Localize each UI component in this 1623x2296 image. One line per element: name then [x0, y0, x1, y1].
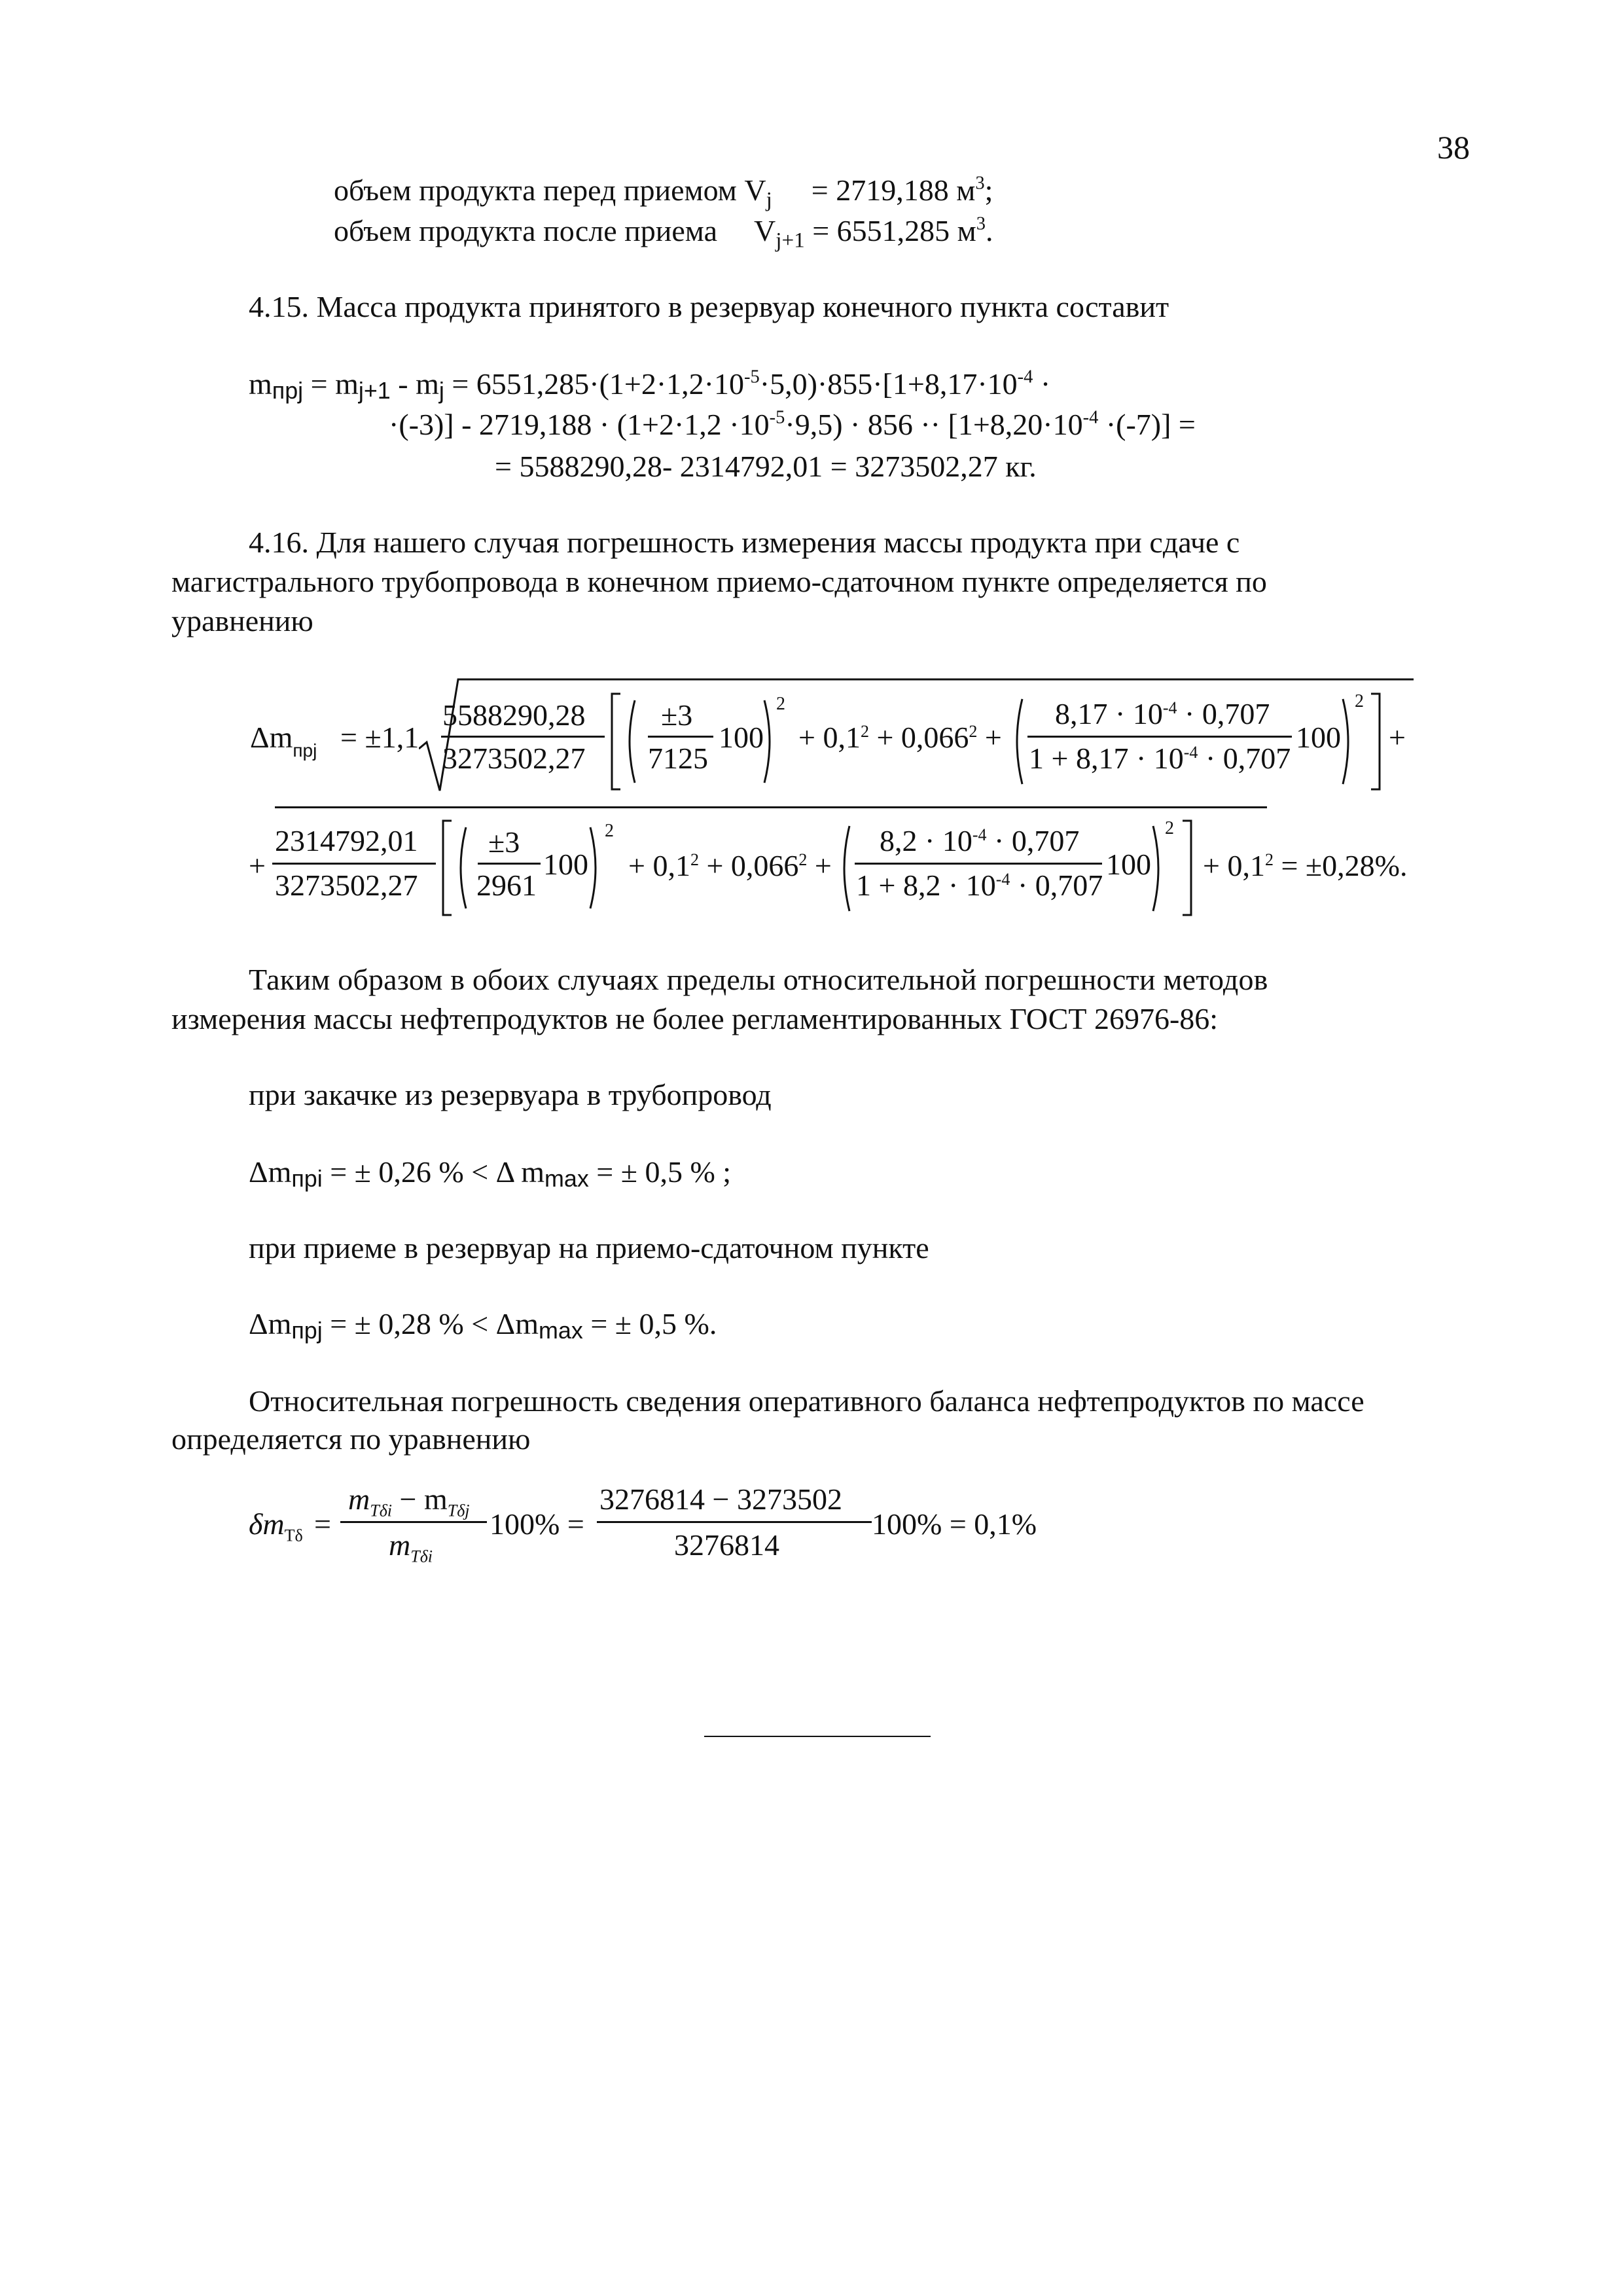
case1-b: = ± 0,26 % < Δ m: [322, 1155, 545, 1189]
volume-before-sub: j: [766, 187, 772, 212]
frac-pm3-2-bar: [478, 863, 541, 865]
sq-2: 2: [1355, 691, 1364, 711]
formula-tail-sq: 2: [1264, 850, 1274, 869]
num-82-b: · 0,707: [986, 824, 1080, 857]
balance-den2: 3276814: [674, 1528, 779, 1562]
section-415-line2: [389, 407, 1196, 441]
case2-formula: [249, 1307, 717, 1344]
formula-lhs: [250, 721, 317, 761]
case2-a: Δm: [249, 1307, 292, 1340]
case1-a: Δm: [249, 1155, 292, 1189]
hundred-1: 100: [719, 721, 764, 754]
section-416-line3: уравнению: [171, 604, 313, 637]
case1-c: = ± 0,5 % ;: [588, 1155, 732, 1189]
balance-frac2-bar: [597, 1521, 872, 1523]
balance-line1: Относительная погрешность сведения оперативного баланса нефтепродуктов по массе: [249, 1384, 1364, 1418]
sq-1: 2: [776, 694, 785, 714]
den-817-exp: -4: [1183, 742, 1198, 762]
paren-open-3: [455, 826, 467, 910]
formula-coef: = ±1,1: [340, 721, 419, 754]
hundred-4: 100: [1106, 848, 1151, 881]
den-82-exp: -4: [995, 869, 1010, 889]
volume-after-value: = 6551,285 м: [812, 214, 976, 247]
bracket-open-1: [610, 692, 623, 791]
mass-line2-b: ·9,5) · 856 ·· [1+8,20·10: [785, 408, 1083, 441]
balance-den-sub: Tδi: [410, 1547, 433, 1566]
num-82: [880, 826, 1079, 856]
mass-exp-1: -5: [744, 367, 760, 387]
formula-row-separator: [275, 806, 1267, 808]
volume-after-sub: j+1: [776, 228, 805, 253]
num-817-text: 8,17 · 10: [1055, 697, 1163, 730]
frac-817-bar: [1027, 736, 1292, 738]
conclusion-line1: Таким образом в обоих случаях пределы относительной погрешности методов: [249, 963, 1268, 996]
section-415-line1: [249, 367, 1051, 404]
plus-01-2-text: + 0,1: [628, 849, 690, 882]
conclusion-line2: измерения массы нефтепродуктов не более регламентированных ГОСТ 26976-86:: [171, 1002, 1219, 1035]
pm3-2: ±3: [488, 825, 520, 859]
plus-01-2-sq: 2: [690, 850, 699, 869]
plus-066-2-sq: 2: [798, 850, 808, 869]
den-2961: 2961: [476, 869, 537, 902]
pm3-1: ±3: [661, 698, 693, 732]
case2-sub: прj: [291, 1318, 323, 1344]
den-82-b: · 0,707: [1010, 869, 1103, 902]
frac1-bar: [441, 736, 605, 738]
volume-after-line: [334, 213, 993, 253]
formula-result: = ±0,28%.: [1273, 849, 1408, 882]
formula-tail-text: + 0,1: [1203, 849, 1265, 882]
case1-sub: прi: [291, 1166, 323, 1193]
plus-1: +: [984, 721, 1002, 754]
den-82-text: 1 + 8,2 · 10: [856, 869, 996, 902]
formula-lhs-symbol: Δm: [250, 721, 293, 754]
section-416-line1: 4.16. Для нашего случая погрешность измерения массы продукта при сдаче с: [249, 526, 1240, 559]
mass-minus-m: - m: [390, 367, 439, 401]
case1-label: при закачке из резервуара в трубопровод: [249, 1078, 772, 1111]
den-817-b: · 0,707: [1198, 742, 1291, 775]
balance-num2: 3276814 − 3273502: [599, 1482, 842, 1516]
balance-pct-1: 100% =: [490, 1507, 584, 1541]
plus-01-1-text: + 0,1: [798, 721, 861, 754]
hundred-3: 100: [543, 848, 588, 881]
mass-line2-exp5: -5: [769, 407, 785, 428]
section-416-line2: магистрального трубопровода в конечном приемо-сдаточном пункте определяется по: [171, 565, 1267, 598]
mass-eq-m: = m: [310, 367, 359, 401]
balance-lhs-sub: Tδ: [284, 1526, 303, 1545]
mass-sub-j1: j+1: [358, 378, 391, 404]
den-817: [1029, 744, 1291, 774]
paren-open-2: [1012, 698, 1024, 785]
plus-row2: +: [249, 849, 266, 882]
volume-after-label: объем продукта после приема: [334, 214, 718, 247]
hundred-2: 100: [1296, 721, 1341, 754]
mass-expr-1: = 6551,285·(1+2·1,2·10: [444, 367, 745, 401]
volume-before-label: объем продукта перед приемом V: [334, 173, 766, 207]
paren-close-4: [1152, 825, 1164, 912]
case2-b: = ± 0,28 % < Δm: [322, 1307, 539, 1340]
formula-tail: [1203, 851, 1407, 881]
mass-expr-2: ·5,0)·855·[1+8,17·10: [759, 367, 1018, 401]
frac1-den: 3273502,27: [442, 742, 586, 775]
case1-sub2: max: [544, 1166, 589, 1193]
volume-after-exp: 3: [976, 213, 986, 234]
plus-066-1-text: + 0,066: [876, 721, 969, 754]
plus-066-2-text: + 0,066: [706, 849, 799, 882]
mass-sub-j: j: [438, 378, 444, 404]
num-817-exp: -4: [1162, 698, 1177, 717]
frac1-num: 5588290,28: [442, 698, 586, 732]
formula-lhs-sub: прj: [293, 740, 317, 761]
num-82-text: 8,2 · 10: [880, 824, 972, 857]
balance-frac1-bar: [340, 1521, 487, 1523]
frac2-bar: [272, 863, 436, 865]
trailing-plus: +: [1389, 721, 1406, 754]
case2-sub2: max: [539, 1318, 583, 1344]
paren-close-2: [1342, 698, 1353, 785]
paren-close-3: [589, 826, 601, 910]
paren-close-1: [763, 699, 775, 784]
mass-line2-exp4: -4: [1082, 407, 1099, 428]
page-number: 38: [1437, 129, 1470, 166]
volume-before-exp: 3: [975, 173, 985, 194]
num-817: [1055, 699, 1270, 729]
plus-01-2: [628, 851, 832, 881]
section-415-heading: 4.15. Масса продукта принятого в резервуар конечного пункта составит: [249, 290, 1169, 323]
case1-formula: [249, 1155, 732, 1193]
bracket-close-2: [1181, 819, 1194, 916]
balance-den: [389, 1530, 433, 1565]
balance-lhs: [249, 1509, 303, 1544]
end-rule: [704, 1736, 931, 1737]
balance-num-minus: − m: [392, 1482, 448, 1516]
balance-eq-1: =: [314, 1507, 331, 1541]
den-817-text: 1 + 8,17 · 10: [1029, 742, 1184, 775]
paren-open-1: [624, 699, 636, 784]
volume-before-semicolon: ;: [984, 173, 993, 207]
volume-before-value: = 2719,188 м: [811, 173, 976, 207]
mass-line2-c: ·(-7)] =: [1098, 408, 1196, 441]
balance-num-a: m: [348, 1482, 370, 1516]
plus-2: +: [814, 849, 832, 882]
case2-c: = ± 0,5 %.: [582, 1307, 717, 1340]
plus-01-1-sq: 2: [860, 721, 869, 741]
mass-sub-prj: прj: [272, 378, 304, 404]
section-415-line3: = 5588290,28- 2314792,01 = 3273502,27 кг.: [495, 450, 1037, 483]
volume-before-line: [334, 173, 993, 212]
num-82-exp: -4: [972, 825, 987, 844]
plus-01-1: [798, 723, 1002, 753]
volume-after-sym: V: [754, 214, 776, 247]
frac2-num: 2314792,01: [275, 824, 418, 857]
sq-3: 2: [605, 821, 614, 841]
paren-open-4: [839, 825, 851, 912]
frac2-den: 3273502,27: [275, 869, 418, 902]
num-817-b: · 0,707: [1177, 697, 1270, 730]
bracket-close-1: [1369, 692, 1382, 791]
plus-066-1-sq: 2: [969, 721, 978, 741]
mass-tail-1: ·: [1033, 367, 1051, 401]
den-7125: 7125: [648, 742, 708, 775]
balance-num-a-sub: Tδi: [370, 1501, 393, 1520]
den-82: [856, 870, 1103, 901]
frac-82-bar: [855, 863, 1102, 865]
balance-line2: определяется по уравнению: [171, 1422, 531, 1456]
mass-symbol: m: [249, 367, 272, 401]
bracket-open-2: [441, 819, 454, 916]
mass-line2-a: ·(-3)] - 2719,188 · (1+2·1,2 ·10: [389, 408, 770, 441]
mass-exp-2: -4: [1017, 367, 1033, 387]
balance-num-b-sub: Tδj: [447, 1501, 470, 1520]
balance-den-m: m: [389, 1528, 411, 1562]
frac-pm3-1-bar: [648, 736, 713, 738]
volume-after-period: .: [986, 214, 993, 247]
balance-result: 100% = 0,1%: [872, 1507, 1037, 1541]
case2-label: при приеме в резервуар на приемо-сдаточном пункте: [249, 1231, 929, 1265]
balance-lhs-symbol: δm: [249, 1507, 285, 1541]
balance-num: [348, 1484, 470, 1519]
sq-4: 2: [1165, 818, 1174, 838]
